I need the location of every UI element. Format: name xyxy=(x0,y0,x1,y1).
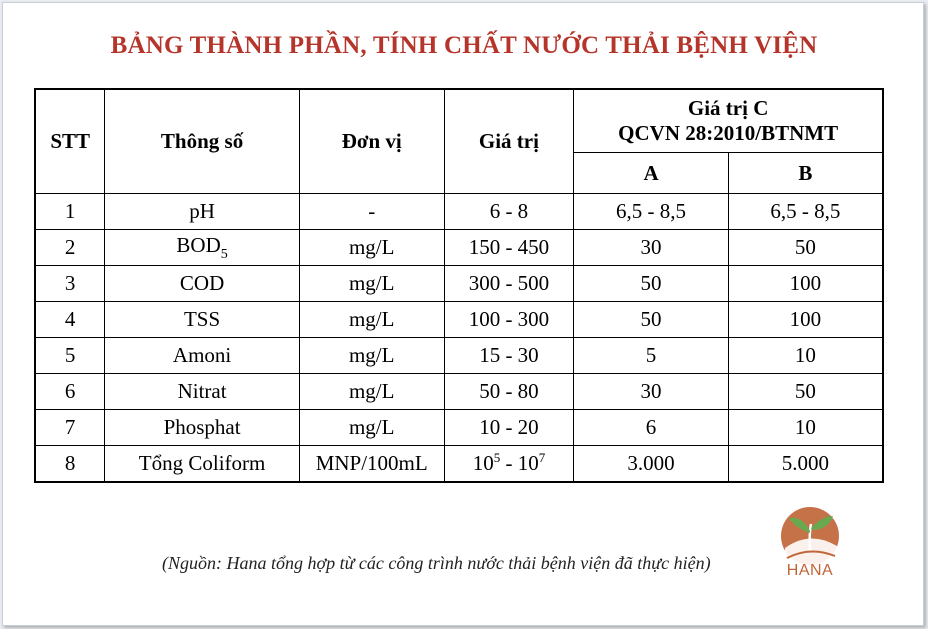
cell-a: 5 xyxy=(574,338,729,374)
cell-value: 15 - 30 xyxy=(444,338,574,374)
value-exponent-1: 5 xyxy=(493,450,501,466)
value-base-2: 10 xyxy=(517,451,539,476)
header-standard-line1: Giá trị C xyxy=(687,96,769,120)
page-title: BẢNG THÀNH PHẦN, TÍNH CHẤT NƯỚC THẢI BỆNH VIỆN xyxy=(110,32,818,59)
cell-stt: 6 xyxy=(35,374,105,410)
header-standard-line2: QCVN 28:2010/BTNMT xyxy=(618,121,839,145)
cell-b: 50 xyxy=(728,374,883,410)
header-unit: Đơn vị xyxy=(299,89,444,194)
cell-param xyxy=(105,230,299,266)
logo-text: HANA xyxy=(786,562,834,579)
cell-param: Nitrat xyxy=(105,374,299,410)
cell-value: 300 - 500 xyxy=(444,266,574,302)
cell-stt: 2 xyxy=(35,230,105,266)
cell-unit: mg/L xyxy=(299,374,444,410)
cell-a: 6,5 - 8,5 xyxy=(574,194,729,230)
param-subscript: 5 xyxy=(220,246,228,262)
cell-stt: 3 xyxy=(35,266,105,302)
header-standard xyxy=(574,89,883,153)
cell-stt: 4 xyxy=(35,302,105,338)
cell-value xyxy=(444,446,574,482)
cell-b: 6,5 - 8,5 xyxy=(728,194,883,230)
cell-a: 6 xyxy=(574,410,729,446)
cell-a: 50 xyxy=(574,266,729,302)
header-stt: STT xyxy=(35,89,105,194)
cell-unit: - xyxy=(299,194,444,230)
cell-b: 10 xyxy=(728,410,883,446)
cell-b: 100 xyxy=(728,302,883,338)
cell-param: COD xyxy=(105,266,299,302)
cell-unit: mg/L xyxy=(299,302,444,338)
cell-stt: 8 xyxy=(35,446,105,482)
param-name: BOD xyxy=(176,232,221,257)
table-row xyxy=(35,194,883,230)
cell-param: Phosphat xyxy=(105,410,299,446)
cell-param: Tổng Coliform xyxy=(105,446,299,482)
cell-stt: 7 xyxy=(35,410,105,446)
cell-stt: 1 xyxy=(35,194,105,230)
cell-value: 10 - 20 xyxy=(444,410,574,446)
value-separator: - xyxy=(500,451,518,476)
table-header-row xyxy=(35,89,883,153)
table-row xyxy=(35,266,883,302)
cell-b: 50 xyxy=(728,230,883,266)
header-col-b: B xyxy=(728,153,883,194)
cell-value: 50 - 80 xyxy=(444,374,574,410)
header-col-a: A xyxy=(574,153,729,194)
cell-param: pH xyxy=(105,194,299,230)
cell-b: 5.000 xyxy=(728,446,883,482)
cell-unit: mg/L xyxy=(299,230,444,266)
cell-param: TSS xyxy=(105,302,299,338)
cell-param: Amoni xyxy=(105,338,299,374)
cell-a: 50 xyxy=(574,302,729,338)
cell-b: 10 xyxy=(728,338,883,374)
value-base-1: 10 xyxy=(472,451,494,476)
cell-a: 30 xyxy=(574,374,729,410)
cell-value: 150 - 450 xyxy=(444,230,574,266)
cell-a: 30 xyxy=(574,230,729,266)
cell-value: 100 - 300 xyxy=(444,302,574,338)
cell-value: 6 - 8 xyxy=(444,194,574,230)
cell-stt: 5 xyxy=(35,338,105,374)
table-row xyxy=(35,230,883,266)
header-param: Thông số xyxy=(105,89,299,194)
value-exponent-2: 7 xyxy=(538,450,546,466)
cell-unit: mg/L xyxy=(299,410,444,446)
header-value: Giá trị xyxy=(444,89,574,194)
table-row xyxy=(35,302,883,338)
table-row xyxy=(35,374,883,410)
cell-unit: MNP/100mL xyxy=(299,446,444,482)
table-row xyxy=(35,446,883,482)
source-note: (Nguồn: Hana tổng hợp từ các công trình nước thải bệnh viện đã thực hiện) xyxy=(162,553,711,573)
water-quality-table xyxy=(34,88,884,483)
table-row xyxy=(35,410,883,446)
cell-unit: mg/L xyxy=(299,338,444,374)
cell-unit: mg/L xyxy=(299,266,444,302)
cell-b: 100 xyxy=(728,266,883,302)
table-row xyxy=(35,338,883,374)
cell-a: 3.000 xyxy=(574,446,729,482)
